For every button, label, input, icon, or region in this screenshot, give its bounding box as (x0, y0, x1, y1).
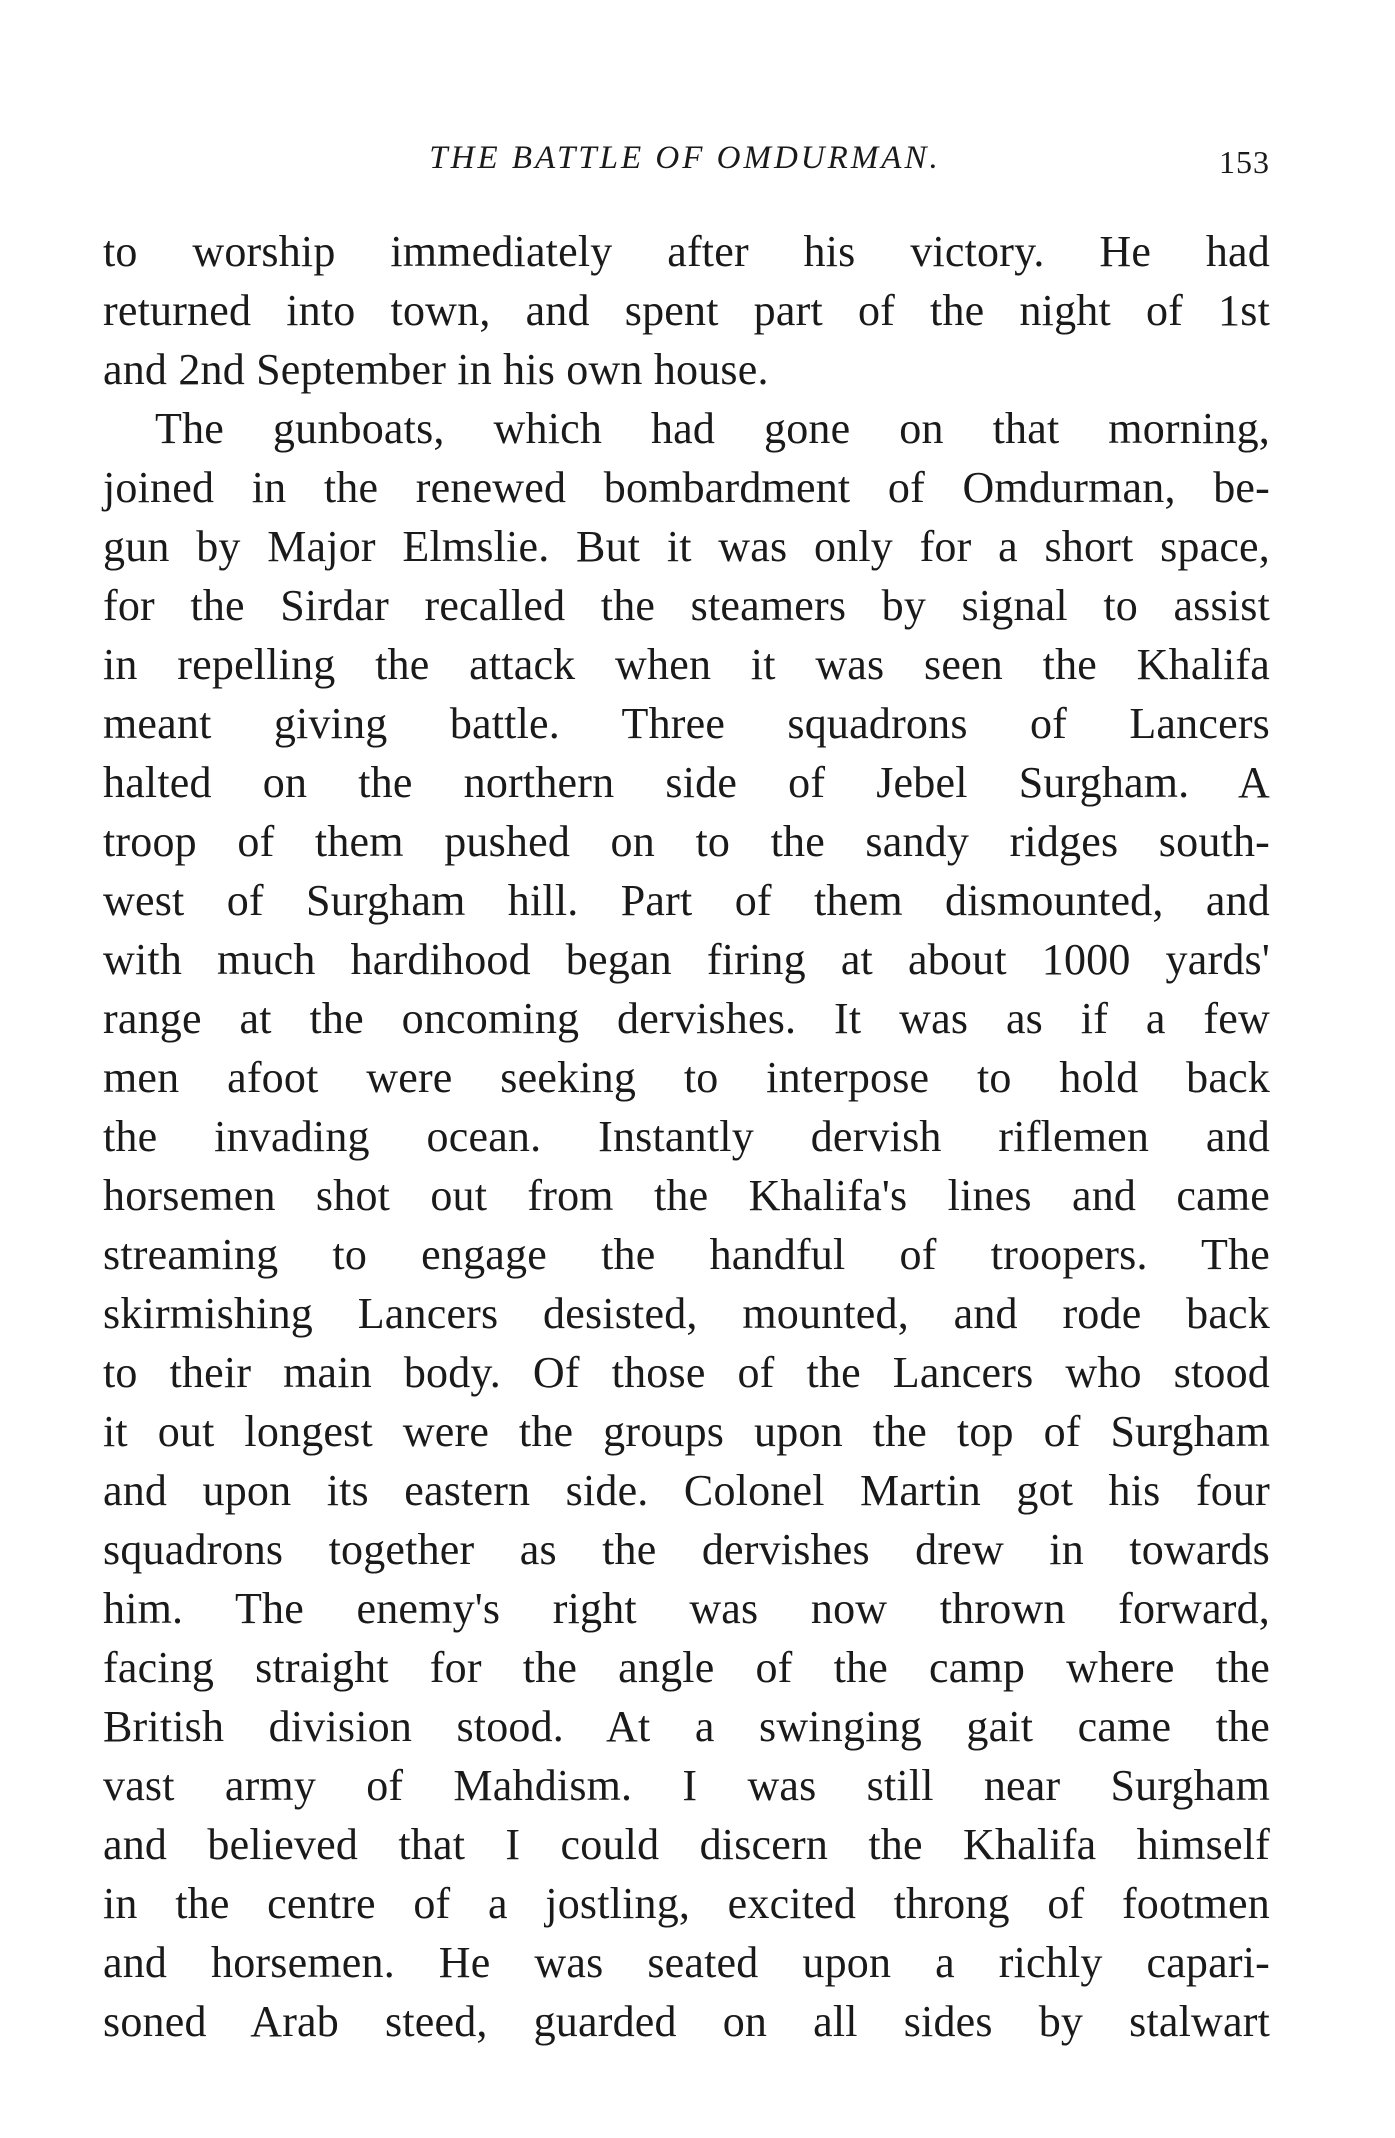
text-line: facing straight for the angle of the camp where the (103, 1643, 1270, 1692)
text-line: to worship immediately after his victory. He had (103, 227, 1270, 276)
text-line: in repelling the attack when it was seen the Khalifa (103, 640, 1270, 689)
text-line: streaming to engage the handful of troopers. The (103, 1230, 1270, 1279)
text-line: soned Arab steed, guarded on all sides by stalwart (103, 1997, 1270, 2046)
running-title: THE BATTLE OF OMDURMAN. (429, 140, 941, 176)
text-line: British division stood. At a swinging gait came the (103, 1702, 1270, 1751)
page-number: 153 (1219, 144, 1270, 180)
text-line: halted on the northern side of Jebel Surgham. A (103, 758, 1270, 807)
text-line: horsemen shot out from the Khalifa's lines and came (103, 1171, 1270, 1220)
text-line: the invading ocean. Instantly dervish riflemen and (103, 1112, 1270, 1161)
text-line: with much hardihood began firing at about 1000 yards' (103, 935, 1270, 984)
text-line: range at the oncoming dervishes. It was as if a few (103, 994, 1270, 1043)
text-line: in the centre of a jostling, excited throng of footmen (103, 1879, 1270, 1928)
text-line: it out longest were the groups upon the top of Surgham (103, 1407, 1270, 1456)
text-line: and horsemen. He was seated upon a richly capari- (103, 1938, 1270, 1987)
text-line: and believed that I could discern the Khalifa himself (103, 1820, 1270, 1869)
text-line: him. The enemy's right was now thrown forward, (103, 1584, 1270, 1633)
text-line: troop of them pushed on to the sandy ridges south- (103, 817, 1270, 866)
text-line: squadrons together as the dervishes drew in towards (103, 1525, 1270, 1574)
text-line: west of Surgham hill. Part of them dismounted, and (103, 876, 1270, 925)
text-line: men afoot were seeking to interpose to hold back (103, 1053, 1270, 1102)
text-line: for the Sirdar recalled the steamers by signal to assist (103, 581, 1270, 630)
text-line: skirmishing Lancers desisted, mounted, and rode back (103, 1289, 1270, 1338)
text-line: meant giving battle. Three squadrons of Lancers (103, 699, 1270, 748)
page-header (100, 138, 1270, 188)
text-line: to their main body. Of those of the Lancers who stood (103, 1348, 1270, 1397)
text-line: The gunboats, which had gone on that morning, (155, 404, 1270, 453)
text-line: and upon its eastern side. Colonel Martin got his four (103, 1466, 1270, 1515)
body-text (103, 222, 1270, 2051)
text-line: joined in the renewed bombardment of Omdurman, be- (103, 463, 1270, 512)
text-line: and 2nd September in his own house. (103, 345, 769, 394)
text-line: gun by Major Elmslie. But it was only for a short space, (103, 522, 1270, 571)
text-line: vast army of Mahdism. I was still near Surgham (103, 1761, 1270, 1810)
text-line: returned into town, and spent part of the night of 1st (103, 286, 1270, 335)
